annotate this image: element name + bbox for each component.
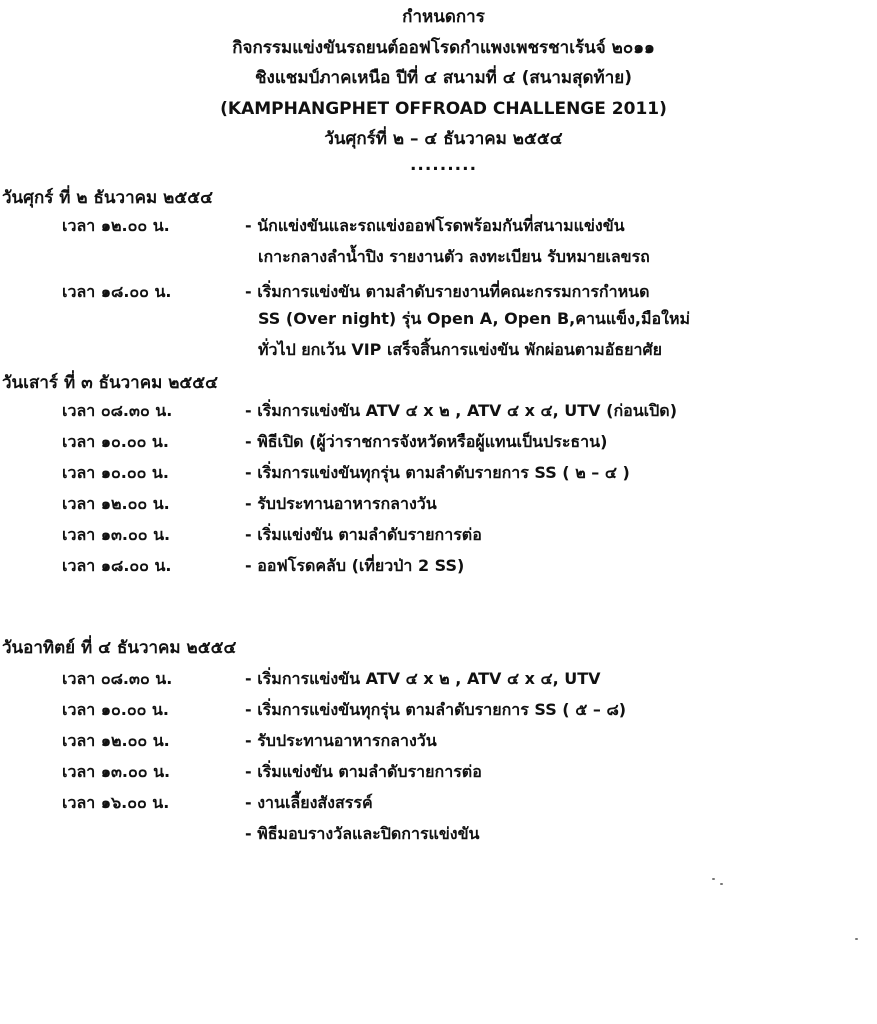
item-description: - นักแข่งขันและรถแข่งออฟโรดพร้อมกันที่สนามแข่งขัน xyxy=(245,216,625,235)
item-description: - เริ่มแข่งขัน ตามลำดับรายการต่อ xyxy=(245,762,482,781)
english-event-name: (KAMPHANGPHET OFFROAD CHALLENGE 2011) xyxy=(220,98,667,119)
item-description: - พิธีเปิด (ผู้ว่าราชการจังหวัดหรือผู้แทนเป็นประธาน) xyxy=(245,432,608,451)
item-time: เวลา ๑๐.๐๐ น. xyxy=(62,432,169,451)
item-time: เวลา ๐๘.๓๐ น. xyxy=(62,401,173,420)
day-heading-saturday: วันเสาร์ ที่ ๓ ธันวาคม ๒๕๕๔ xyxy=(2,373,219,393)
item-description: - รับประทานอาหารกลางวัน xyxy=(245,731,437,750)
item-time: เวลา ๑๐.๐๐ น. xyxy=(62,463,169,482)
item-description-cont: ทั่วไป ยกเว้น VIP เสร็จสิ้นการแข่งขัน พักผ่อนตามอัธยาศัย xyxy=(258,340,662,359)
item-time: เวลา ๐๘.๓๐ น. xyxy=(62,669,173,688)
item-description: - เริ่มการแข่งขัน ตามลำดับรายงานที่คณะกรรมการกำหนด xyxy=(245,282,650,301)
championship-line: ชิงแชมป์ภาคเหนือ ปีที่ ๔ สนามที่ ๔ (สนามสุดท้าย) xyxy=(255,68,632,88)
doc-title: กำหนดการ xyxy=(402,7,485,27)
item-description: - ออฟโรดคลับ (เที่ยวป่า 2 SS) xyxy=(245,556,465,575)
item-description: - เริ่มการแข่งขันทุกรุ่น ตามลำดับรายการ SS ( ๕ – ๘) xyxy=(245,700,627,719)
item-description: - เริ่มการแข่งขัน ATV ๔ x ๒ , ATV ๔ x ๔, UTV xyxy=(245,669,601,688)
event-name: กิจกรรมแข่งขันรถยนต์ออฟโรดกำแพงเพชรชาเร้นจ์ ๒๐๑๑ xyxy=(232,37,655,58)
scan-speck xyxy=(720,883,723,885)
item-description: - เริ่มการแข่งขันทุกรุ่น ตามลำดับรายการ SS ( ๒ – ๔ ) xyxy=(245,463,630,482)
item-description-cont: เกาะกลางลำน้ำปิง รายงานตัว ลงทะเบียน รับหมายเลขรถ xyxy=(258,247,650,266)
scan-speck xyxy=(712,878,715,880)
item-time: เวลา ๑๒.๐๐ น. xyxy=(62,731,170,750)
item-description: - เริ่มแข่งขัน ตามลำดับรายการต่อ xyxy=(245,525,482,544)
scan-speck xyxy=(855,938,858,940)
item-time: เวลา ๑๘.๐๐ น. xyxy=(62,556,172,575)
item-time: เวลา ๑๓.๐๐ น. xyxy=(62,525,171,544)
header-separator: ......... xyxy=(409,154,478,175)
document-header xyxy=(0,2,877,175)
day-heading-friday: วันศุกร์ ที่ ๒ ธันวาคม ๒๕๕๔ xyxy=(2,188,213,208)
event-dates: วันศุกร์ที่ ๒ – ๔ ธันวาคม ๒๕๕๔ xyxy=(324,129,563,149)
day-heading-sunday: วันอาทิตย์ ที่ ๔ ธันวาคม ๒๕๕๔ xyxy=(2,638,237,658)
item-description: - งานเลี้ยงสังสรรค์ xyxy=(245,793,373,812)
item-description-cont: SS (Over night) รุ่น Open A, Open B,คานแข็ง,มือใหม่ xyxy=(258,309,691,328)
item-time: เวลา ๑๖.๐๐ น. xyxy=(62,793,170,812)
item-description: - พิธีมอบรางวัลและปิดการแข่งขัน xyxy=(245,824,480,843)
item-time: เวลา ๑๒.๐๐ น. xyxy=(62,216,170,235)
item-time: เวลา ๑๒.๐๐ น. xyxy=(62,494,170,513)
item-time: เวลา ๑๓.๐๐ น. xyxy=(62,762,171,781)
item-description: - เริ่มการแข่งขัน ATV ๔ x ๒ , ATV ๔ x ๔, UTV (ก่อนเปิด) xyxy=(245,401,678,420)
item-description: - รับประทานอาหารกลางวัน xyxy=(245,494,437,513)
item-time: เวลา ๑๐.๐๐ น. xyxy=(62,700,169,719)
item-time: เวลา ๑๘.๐๐ น. xyxy=(62,282,172,301)
